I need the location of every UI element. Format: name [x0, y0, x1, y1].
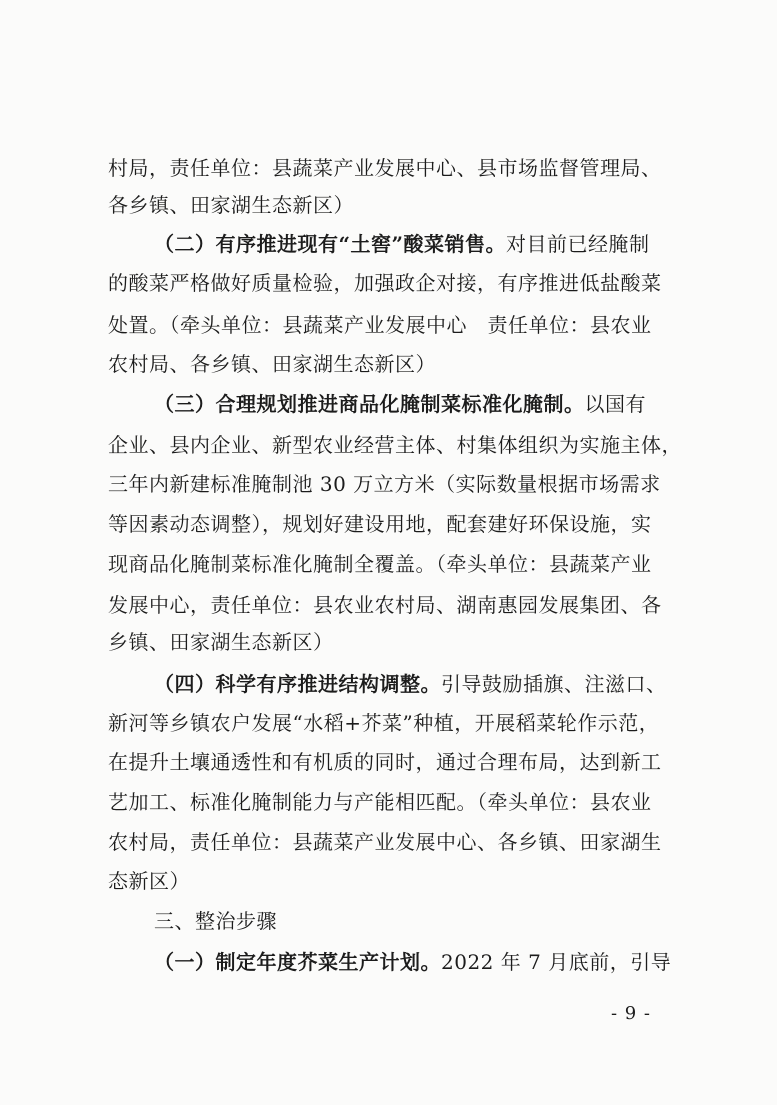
page-number: - 9 -: [610, 1003, 651, 1024]
text-line: [108, 869, 190, 893]
body-text: 企业、县内企业、新型农业经营主体、村集体组织为实施主体，: [108, 433, 682, 457]
bold-heading-text: （四）科学有序推进结构调整。: [154, 672, 441, 696]
body-text: 三年内新建标准腌制池 30 万立方米（实际数量根据市场需求: [108, 472, 661, 496]
bold-heading-text: （一）制定年度芥菜生产计划。: [154, 950, 441, 974]
body-text: 引导鼓励插旗、注滋口、: [441, 672, 667, 696]
text-line: [108, 433, 682, 457]
text-line: [108, 352, 436, 376]
body-text: 态新区）: [108, 869, 190, 893]
body-text: 等因素动态调整），规划好建设用地，配套建好环保设施，实: [108, 512, 652, 536]
text-line: [108, 156, 662, 180]
body-text: 艺加工、标准化腌制能力与产能相匹配。（牵头单位：县农业: [108, 790, 652, 814]
text-line: [108, 512, 652, 536]
bold-heading-text: （三）合理规划推进商品化腌制菜标准化腌制。: [154, 392, 585, 416]
body-text: 的酸菜严格做好质量检验，加强政企对接，有序推进低盐酸菜: [108, 271, 662, 295]
text-line: [154, 950, 671, 974]
body-text: 村局，责任单位：县蔬菜产业发展中心、县市场监督管理局、: [108, 156, 662, 180]
body-text: 发展中心，责任单位：县农业农村局、湖南惠园发展集团、各: [108, 593, 662, 617]
text-line: [154, 232, 650, 256]
text-line: [108, 193, 354, 217]
body-text: 对目前已经腌制: [506, 232, 650, 256]
text-line: [154, 392, 646, 416]
body-text: 新河等乡镇农户发展“水稻+芥菜”种植，开展稻菜轮作示范，: [108, 711, 660, 735]
body-text: 三、整治步骤: [154, 909, 277, 933]
text-line: [108, 472, 661, 496]
text-line: [108, 271, 662, 295]
text-line: [108, 830, 662, 854]
text-line: [108, 593, 662, 617]
text-line: [108, 552, 652, 576]
text-line: [108, 790, 652, 814]
body-text: 乡镇、田家湖生态新区）: [108, 630, 334, 654]
body-text: 处置。（牵头单位：县蔬菜产业发展中心 责任单位：县农业: [108, 313, 652, 337]
text-line: [108, 750, 662, 774]
text-line: [108, 630, 334, 654]
body-text: 以国有: [584, 392, 646, 416]
text-line: [154, 672, 667, 696]
body-text: 农村局，责任单位：县蔬菜产业发展中心、各乡镇、田家湖生: [108, 830, 662, 854]
body-text: 农村局、各乡镇、田家湖生态新区）: [108, 352, 436, 376]
text-line: [154, 909, 277, 933]
text-line: [108, 313, 652, 337]
body-text: 2022 年 7 月底前，引导: [441, 950, 672, 974]
bold-heading-text: （二）有序推进现有“土窖”酸菜销售。: [154, 232, 507, 256]
text-line: [108, 711, 659, 735]
body-text: 现商品化腌制菜标准化腌制全覆盖。（牵头单位：县蔬菜产业: [108, 552, 652, 576]
body-text: 各乡镇、田家湖生态新区）: [108, 193, 354, 217]
body-text: 在提升土壤通透性和有机质的同时，通过合理布局，达到新工: [108, 750, 662, 774]
